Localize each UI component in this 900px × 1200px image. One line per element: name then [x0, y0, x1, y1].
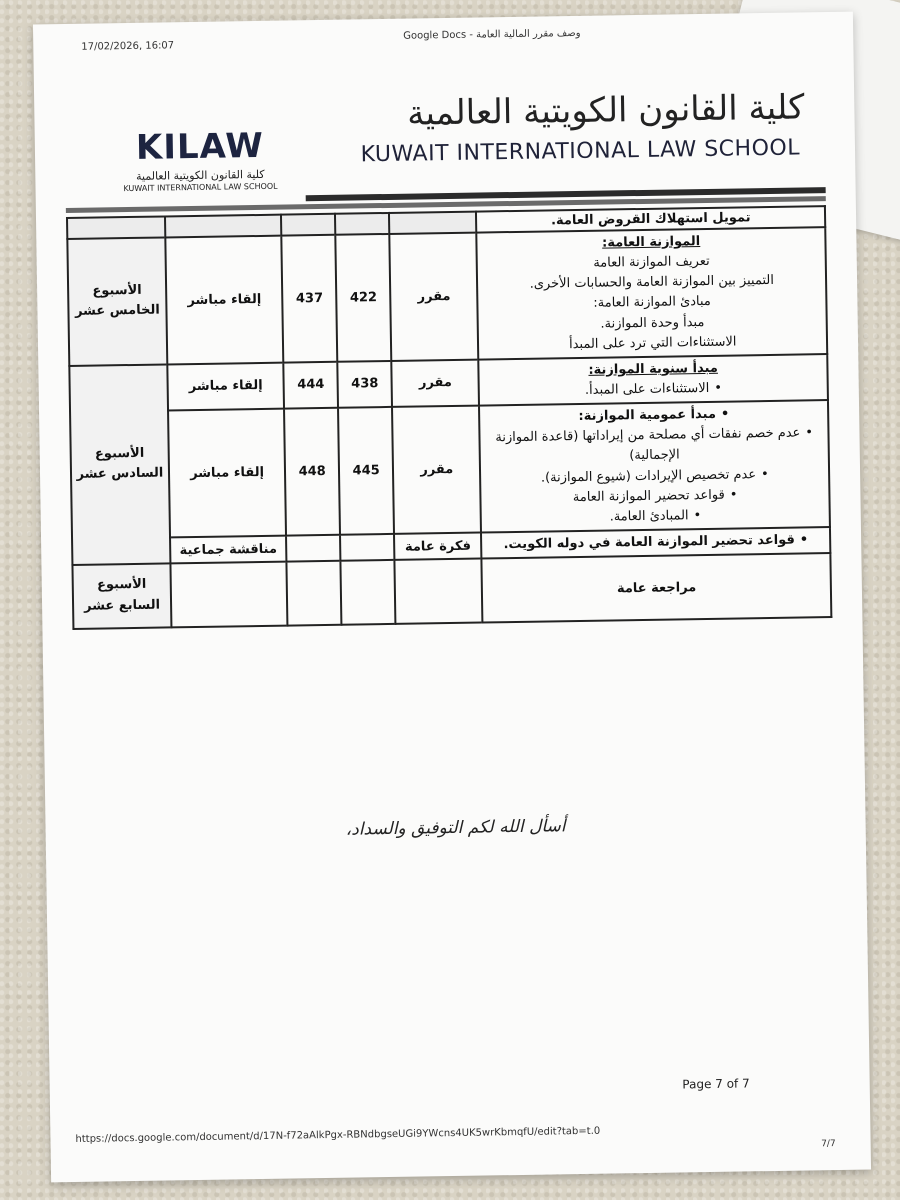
page-from-cell: 422	[335, 234, 391, 362]
logo-english: KUWAIT INTERNATIONAL LAW SCHOOL	[123, 181, 278, 194]
page-to-cell: 448	[284, 408, 340, 536]
table-row	[67, 227, 827, 366]
method-cell: مناقشة جماعية	[170, 536, 287, 564]
school-logo	[120, 126, 281, 194]
type-cell: مقرر	[389, 233, 478, 361]
week-cell: الأسبوع الخامس عشر	[67, 237, 167, 365]
logo-arabic: كلية القانون الكويتية العالمية	[136, 167, 265, 183]
page-to-cell: 437	[282, 235, 338, 363]
school-name-arabic: كلية القانون الكويتية العالمية	[406, 87, 805, 134]
page-number: Page 7 of 7	[682, 1076, 750, 1092]
print-url: https://docs.google.com/document/d/17N-f72aAlkPgx-RBNdbgseUGi9YWcns4UK5wrKbmqfU/edit?tab=t.0	[75, 1125, 601, 1145]
content-cell: • قواعد تحضير الموازنة العامة في دوله الكويت.	[481, 527, 830, 559]
type-cell: مقرر	[392, 406, 481, 534]
print-page-count: 7/7	[821, 1139, 836, 1150]
logo-wordmark: KILAW	[135, 125, 265, 168]
type-cell: فكرة عامة	[394, 532, 482, 560]
printed-page	[33, 12, 871, 1183]
method-cell: إلقاء مباشر	[168, 409, 286, 538]
type-cell: مقرر	[391, 359, 479, 407]
table-row	[70, 400, 830, 539]
schedule-table	[66, 205, 832, 630]
page-from-cell: 445	[338, 407, 394, 535]
page-to-cell: 444	[284, 362, 339, 409]
content-cell: الموازنة العامة: تعريف الموازنة العامة التمييز بين الموازنة العامة والحسابات الأخرى. مبادئ الموازنة العامة: مبدأ وحدة الموازنة. الاستثناءات التي ترد على المبدأ	[477, 227, 828, 359]
content-cell: مراجعة عامة	[482, 553, 832, 622]
page-from-cell: 438	[337, 361, 392, 408]
school-name-english: KUWAIT INTERNATIONAL LAW SCHOOL	[360, 135, 801, 168]
content-cell: مبدأ سنوية الموازنة: • الاستثناءات على المبدأ.	[479, 354, 828, 406]
content-cell: • مبدأ عمومية الموازنة: • عدم خصم نفقات أي مصلحة من إيراداتها (قاعدة الموازنة الإجمالية) • عدم تخصيص الإيرادات (شيوع الموازنة). • قواعد تحضير الموازنة العامة • المبادئ العامة.	[479, 400, 830, 532]
print-doc-title: وصف مقرر المالية العامة - Google Docs	[403, 27, 581, 42]
content-cell: تمويل استهلاك القروض العامة.	[476, 206, 825, 232]
method-cell: إلقاء مباشر	[165, 236, 283, 365]
closing-message: أسأل الله لكم التوفيق والسداد،	[345, 816, 566, 840]
print-date: 17/02/2026, 16:07	[81, 40, 175, 53]
method-cell: إلقاء مباشر	[167, 362, 284, 410]
week-cell: الأسبوع السابع عشر	[72, 564, 171, 630]
week-cell: الأسبوع السادس عشر	[69, 364, 170, 565]
table-row	[72, 553, 831, 629]
